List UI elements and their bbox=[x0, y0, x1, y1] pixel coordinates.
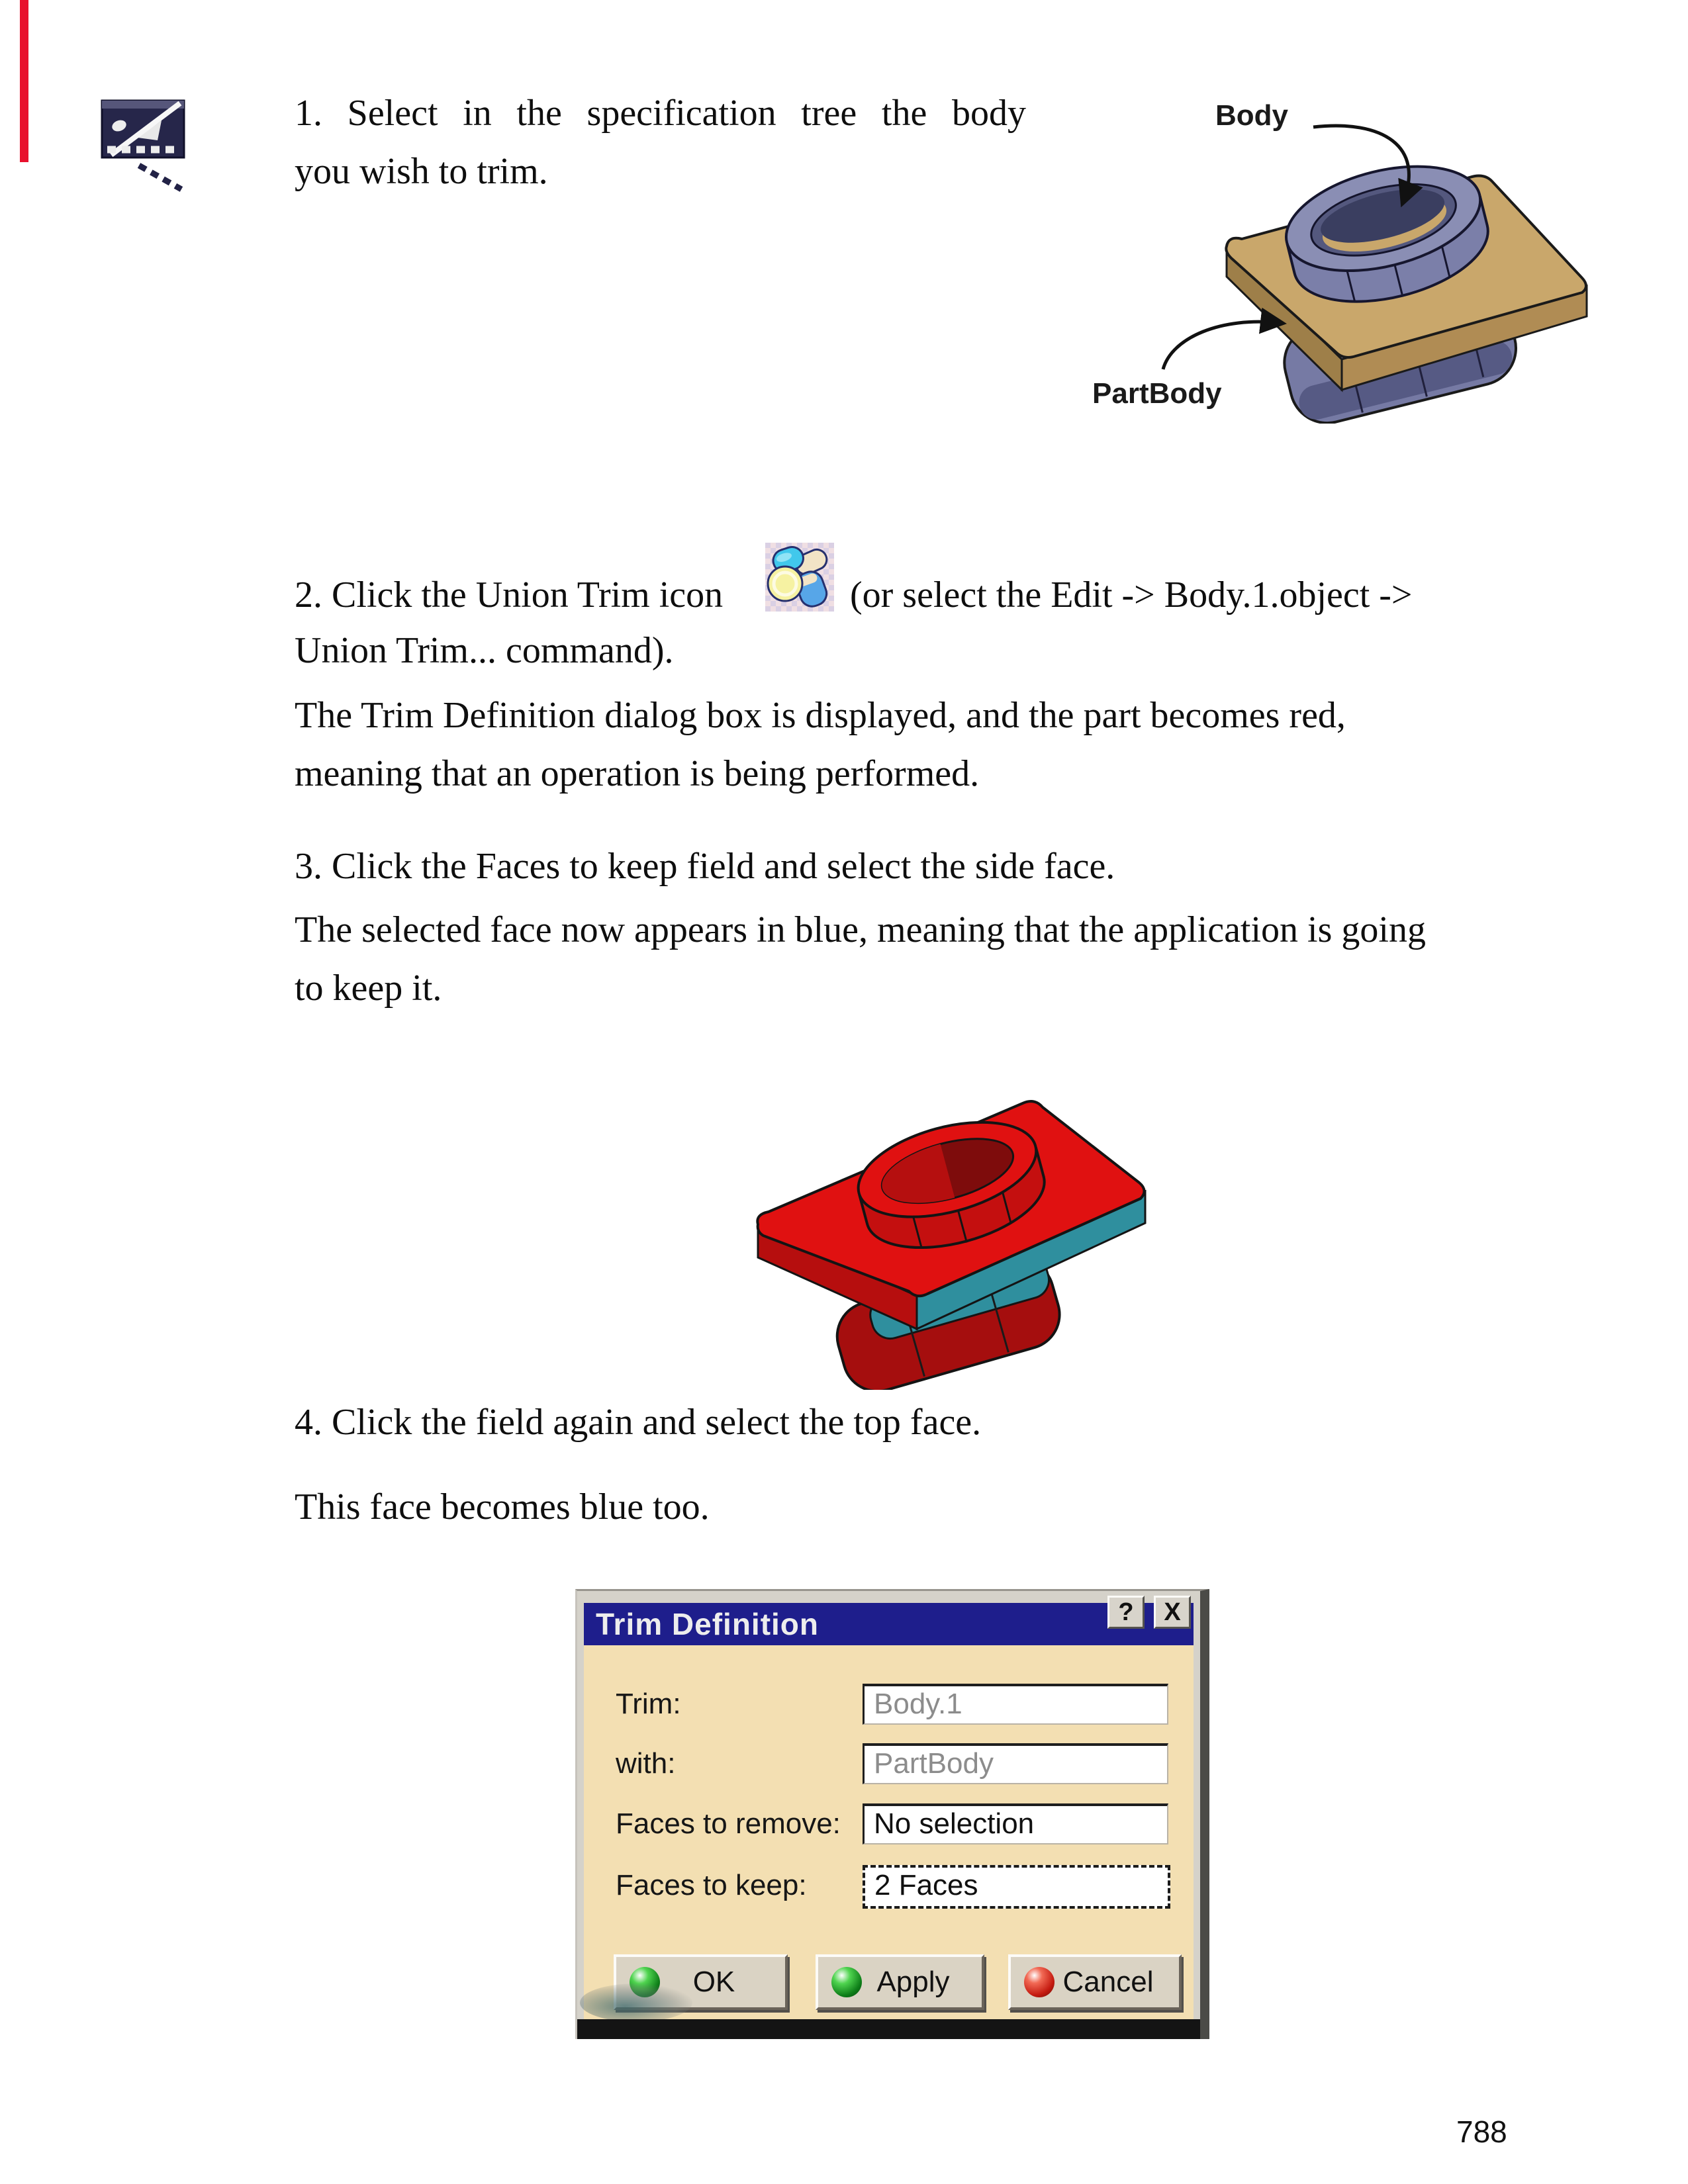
with-label: with: bbox=[616, 1747, 676, 1780]
step1-line2: you wish to trim. bbox=[295, 151, 548, 192]
dialog-title-bar bbox=[584, 1603, 1194, 1645]
help-button[interactable]: ? bbox=[1107, 1596, 1145, 1629]
step1-line1: 1. Select in the specification tree the body bbox=[295, 93, 1026, 134]
close-button[interactable]: X bbox=[1154, 1596, 1191, 1629]
red-margin-bar bbox=[20, 0, 28, 162]
apply-button[interactable] bbox=[816, 1954, 984, 2010]
trim-field[interactable]: Body.1 bbox=[863, 1684, 1168, 1725]
corner-artifact bbox=[580, 1983, 692, 2022]
green-sphere-icon bbox=[831, 1967, 862, 1997]
faces-to-keep-field[interactable]: 2 Faces bbox=[863, 1865, 1170, 1909]
cancel-button[interactable] bbox=[1008, 1954, 1182, 2010]
para2-line1: The selected face now appears in blue, meaning that the application is going bbox=[295, 909, 1426, 950]
figure-body-partbody-drawing bbox=[1072, 93, 1635, 424]
faces-to-keep-label: Faces to keep: bbox=[616, 1869, 807, 1901]
page-number: 788 bbox=[1456, 2115, 1507, 2149]
dialog-title: Trim Definition bbox=[596, 1607, 819, 1641]
para1-line2: meaning that an operation is being performed. bbox=[295, 753, 980, 794]
figure-red-part bbox=[738, 1082, 1188, 1390]
para3-line1: This face becomes blue too. bbox=[295, 1486, 710, 1527]
task-scenario-icon bbox=[99, 97, 192, 197]
trim-definition-dialog bbox=[575, 1589, 1209, 2039]
figure-body-partbody bbox=[1072, 93, 1635, 424]
union-trim-icon bbox=[765, 543, 834, 612]
apply-button-label: Apply bbox=[876, 1966, 950, 1998]
with-field[interactable]: PartBody bbox=[863, 1743, 1168, 1784]
trim-label: Trim: bbox=[616, 1688, 681, 1720]
step3-line1: 3. Click the Faces to keep field and select the side face. bbox=[295, 846, 1115, 887]
red-sphere-icon bbox=[1024, 1967, 1055, 1997]
cancel-button-label: Cancel bbox=[1062, 1966, 1154, 1998]
dialog-bottom-edge bbox=[577, 2019, 1200, 2039]
faces-to-remove-label: Faces to remove: bbox=[616, 1807, 841, 1840]
para1-line1: The Trim Definition dialog box is displayed, and the part becomes red, bbox=[295, 695, 1346, 736]
ok-button-label: OK bbox=[692, 1966, 735, 1998]
faces-to-remove-field[interactable]: No selection bbox=[863, 1803, 1168, 1844]
step2-line1-after-icon: (or select the Edit -> Body.1.object -> bbox=[850, 574, 1413, 615]
step2-line1-before-icon: 2. Click the Union Trim icon bbox=[295, 574, 724, 615]
para2-line2: to keep it. bbox=[295, 968, 442, 1009]
step2-line2: Union Trim... command). bbox=[295, 630, 674, 671]
figure1-label-partbody: PartBody bbox=[1092, 377, 1222, 410]
figure1-label-body: Body bbox=[1215, 99, 1288, 132]
step4-line1: 4. Click the field again and select the top face. bbox=[295, 1402, 982, 1443]
